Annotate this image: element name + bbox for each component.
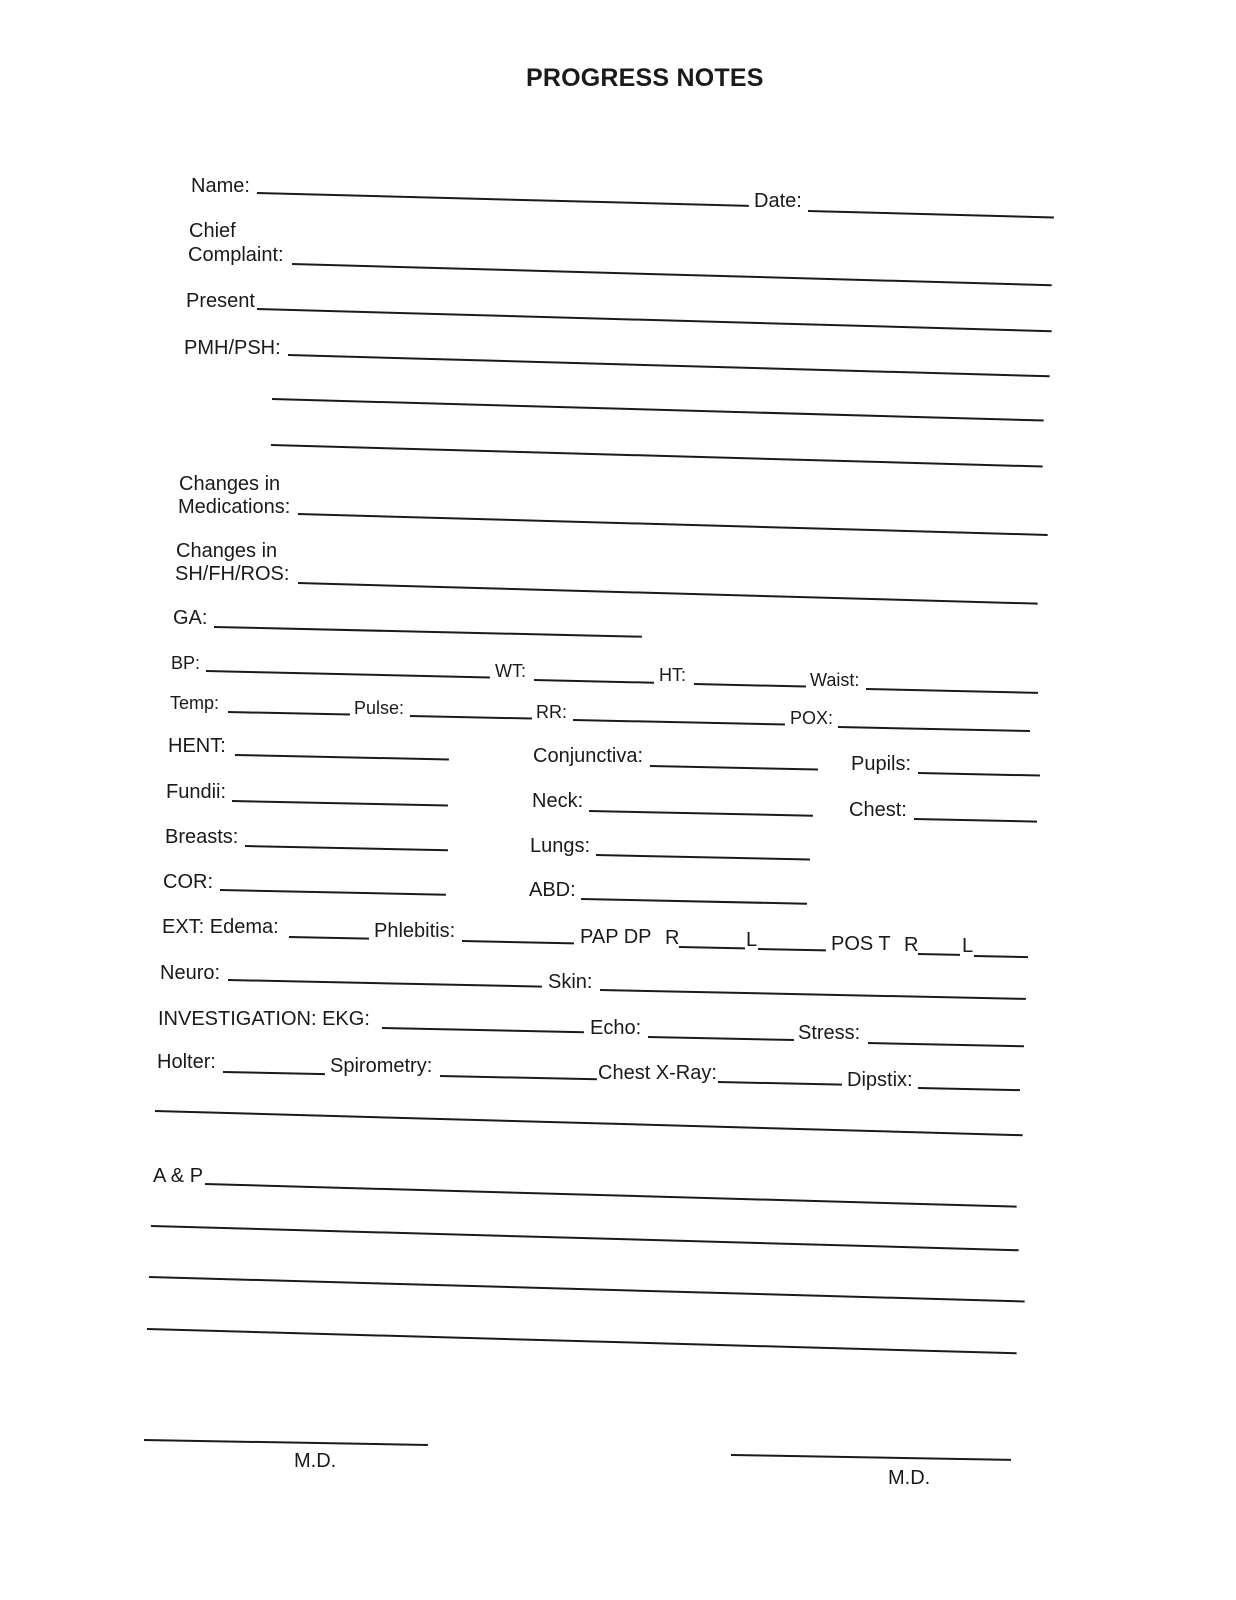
investigation-ekg-label: INVESTIGATION: EKG:	[158, 1008, 370, 1030]
pupils-label: Pupils:	[851, 753, 912, 775]
pos-t-label: POS T	[831, 933, 891, 955]
spirometry-field[interactable]	[440, 1075, 597, 1080]
name-label: Name:	[191, 175, 250, 197]
neuro-label: Neuro:	[160, 962, 221, 984]
sh-label-2: SH/FH/ROS:	[175, 563, 290, 585]
pmh-field-1[interactable]	[288, 354, 1050, 377]
temp-label: Temp:	[170, 693, 220, 713]
conjunctiva-field[interactable]	[650, 765, 818, 771]
fundii-field[interactable]	[232, 800, 448, 807]
phlebitis-field[interactable]	[462, 940, 574, 944]
pos-t-r-field[interactable]	[918, 953, 960, 956]
signature-left-line[interactable]	[144, 1439, 428, 1446]
echo-label: Echo:	[590, 1017, 642, 1039]
pap-dp-l-field[interactable]	[758, 948, 826, 951]
pox-field[interactable]	[838, 726, 1030, 732]
pmh-field-3[interactable]	[271, 444, 1043, 468]
ext-edema-label: EXT: Edema:	[162, 916, 279, 938]
temp-field[interactable]	[228, 711, 350, 716]
pos-t-r-label: R	[904, 934, 919, 956]
lungs-field[interactable]	[596, 854, 810, 860]
chief-label-2: Complaint:	[188, 244, 284, 266]
pap-dp-l-label: L	[746, 929, 758, 951]
sh-label-1: Changes in	[176, 540, 278, 562]
skin-field[interactable]	[600, 989, 1026, 1000]
breasts-label: Breasts:	[165, 826, 239, 848]
pupils-field[interactable]	[918, 772, 1040, 777]
fundii-label: Fundii:	[166, 781, 227, 803]
ap-field-1[interactable]	[205, 1183, 1017, 1208]
hent-field[interactable]	[235, 754, 449, 760]
conjunctiva-label: Conjunctiva:	[533, 745, 644, 767]
phlebitis-label: Phlebitis:	[374, 920, 456, 942]
ap-label: A & P	[153, 1165, 204, 1187]
hent-label: HENT:	[168, 735, 226, 757]
waist-label: Waist:	[810, 670, 860, 690]
chest-xray-label: Chest X-Ray:	[598, 1062, 717, 1084]
bp-field[interactable]	[206, 670, 490, 678]
pap-dp-label: PAP DP	[580, 926, 652, 948]
stress-label: Stress:	[798, 1022, 861, 1044]
wt-label: WT:	[495, 661, 526, 681]
skin-label: Skin:	[548, 971, 593, 993]
chief-label-1: Chief	[189, 220, 236, 242]
cor-field[interactable]	[220, 889, 446, 896]
edema-field[interactable]	[289, 936, 369, 940]
ga-label: GA:	[173, 607, 208, 629]
breasts-field[interactable]	[245, 845, 448, 851]
chest-xray-field[interactable]	[718, 1081, 842, 1086]
investigation-extra-line[interactable]	[155, 1110, 1023, 1136]
present-field[interactable]	[257, 308, 1052, 332]
echo-field[interactable]	[648, 1036, 794, 1041]
ekg-field[interactable]	[382, 1027, 584, 1033]
spirometry-label: Spirometry:	[330, 1055, 433, 1077]
ht-label: HT:	[659, 665, 686, 685]
date-field[interactable]	[808, 210, 1054, 218]
signature-left-md: M.D.	[294, 1450, 337, 1472]
lungs-label: Lungs:	[530, 835, 591, 857]
meds-label-2: Medications:	[178, 496, 291, 518]
pap-dp-r-field[interactable]	[679, 946, 745, 949]
pos-t-l-label: L	[962, 935, 974, 957]
name-field[interactable]	[257, 192, 749, 207]
pulse-field[interactable]	[410, 715, 532, 720]
page-title: PROGRESS NOTES	[526, 64, 764, 92]
pmh-field-2[interactable]	[272, 398, 1044, 422]
abd-label: ABD:	[529, 879, 576, 901]
pulse-label: Pulse:	[354, 698, 405, 718]
waist-field[interactable]	[866, 688, 1038, 694]
dipstix-label: Dipstix:	[847, 1069, 913, 1091]
neuro-field[interactable]	[228, 979, 542, 988]
ga-field[interactable]	[214, 626, 642, 638]
sh-fh-ros-field[interactable]	[298, 582, 1038, 605]
date-label: Date:	[754, 190, 802, 212]
neck-label: Neck:	[532, 790, 584, 812]
abd-field[interactable]	[581, 898, 807, 905]
ap-field-3[interactable]	[149, 1276, 1025, 1302]
ht-field[interactable]	[694, 683, 806, 688]
signature-right-md: M.D.	[888, 1467, 931, 1489]
ap-field-2[interactable]	[151, 1225, 1019, 1251]
present-label: Present	[186, 290, 255, 312]
signature-right-line[interactable]	[731, 1454, 1011, 1461]
ap-field-4[interactable]	[147, 1328, 1017, 1354]
holter-field[interactable]	[223, 1071, 325, 1075]
chief-complaint-field[interactable]	[292, 263, 1052, 286]
meds-label-1: Changes in	[179, 473, 281, 495]
holter-label: Holter:	[157, 1051, 216, 1073]
medications-field[interactable]	[298, 513, 1048, 536]
stress-field[interactable]	[868, 1042, 1024, 1047]
cor-label: COR:	[163, 871, 213, 893]
chest-label: Chest:	[849, 799, 907, 821]
dipstix-field[interactable]	[918, 1087, 1020, 1091]
pos-t-l-field[interactable]	[974, 955, 1028, 958]
bp-label: BP:	[171, 653, 201, 673]
pap-dp-r-label: R	[665, 927, 680, 949]
neck-field[interactable]	[589, 810, 813, 817]
pmh-label: PMH/PSH:	[184, 337, 281, 359]
wt-field[interactable]	[534, 679, 654, 684]
rr-field[interactable]	[573, 719, 785, 725]
chest-field[interactable]	[914, 818, 1037, 823]
pox-label: POX:	[790, 708, 834, 728]
rr-label: RR:	[536, 702, 567, 722]
